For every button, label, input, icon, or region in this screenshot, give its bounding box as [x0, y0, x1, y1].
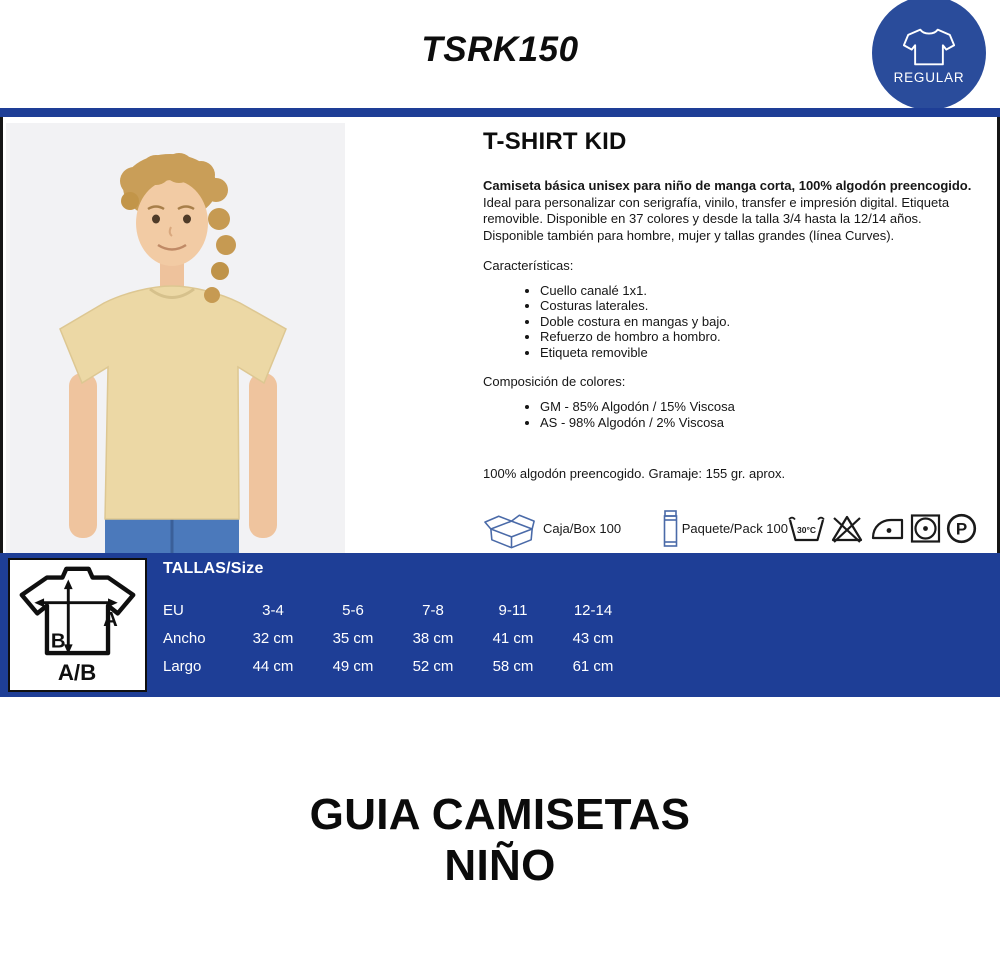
size-cell: 9-11: [498, 602, 528, 619]
size-cell: 58 cm: [492, 658, 534, 675]
product-code-title: TSRK150: [421, 30, 579, 69]
size-row-label: Largo: [163, 658, 202, 675]
guide-title-line1: GUIA CAMISETAS: [309, 790, 691, 839]
iron-one-dot-icon: [869, 513, 905, 544]
size-row-label: EU: [163, 602, 184, 619]
size-cell: 5-6: [342, 602, 364, 619]
size-grid: [163, 602, 633, 675]
size-table: [163, 560, 633, 675]
size-cell: 44 cm: [252, 658, 294, 675]
size-cell: 7-8: [422, 602, 444, 619]
product-description: [483, 178, 977, 244]
size-cell: 12-14: [573, 602, 613, 619]
width-label: A: [103, 608, 118, 631]
description-rest: Ideal para personalizar con serigrafía, vinilo, transfer e impresión digital. Etiqueta removible. Disponible en 37 colores y desde la talla 3/4 hasta la 12/14 años. Disponible también para hombre, mujer y tallas grandes (línea Curves).: [483, 194, 950, 243]
size-cell: 35 cm: [332, 630, 374, 647]
pack-label: Paquete/Pack 100: [681, 521, 788, 537]
guide-title-line2: NIÑO: [444, 841, 556, 891]
size-table-title: TALLAS/Size: [163, 560, 264, 577]
feature-item: • Etiqueta removible: [540, 345, 977, 361]
composition-list: [483, 399, 977, 430]
composition-item: • GM - 85% Algodón / 15% Viscosa: [540, 399, 977, 415]
product-spec-column: [483, 128, 977, 549]
features-list: [483, 283, 977, 361]
box-packaging: [483, 509, 621, 549]
length-label: B: [50, 630, 66, 653]
size-cell: 49 cm: [332, 658, 374, 675]
box-label: Caja/Box 100: [543, 521, 622, 537]
guide-title: [0, 789, 1000, 891]
tumble-dry-icon: [910, 513, 941, 544]
header-divider: [0, 108, 1000, 117]
feature-item: • Refuerzo de hombro a hombro.: [540, 329, 977, 345]
dry-clean-letter: P: [955, 519, 968, 539]
ratio-label: A/B: [57, 660, 97, 686]
poly-pack-icon: [662, 510, 679, 548]
size-cell: 3-4: [262, 602, 284, 619]
care-symbols-row: [788, 513, 977, 544]
pack-packaging: [662, 510, 788, 548]
wash-temp-label: 30°C: [797, 525, 816, 536]
description-bold: Camiseta básica unisex para niño de manga corta, 100% algodón preencogido.: [483, 178, 972, 193]
size-cell: 32 cm: [252, 630, 294, 647]
feature-item: • Costuras laterales.: [540, 298, 977, 314]
fabric-note: 100% algodón preencogido. Gramaje: 155 gr. aprox.: [483, 466, 786, 482]
size-cell: 43 cm: [572, 630, 614, 647]
size-cell: 38 cm: [412, 630, 454, 647]
size-cell: 61 cm: [572, 658, 614, 675]
features-label: Características:: [483, 258, 574, 273]
measurement-diagram-box: [8, 558, 147, 692]
product-title: T-SHIRT KID: [483, 128, 627, 155]
composition-label: Composición de colores:: [483, 374, 626, 390]
dry-clean-p-icon: [946, 513, 977, 544]
product-photo-child-tshirt: [6, 123, 345, 553]
do-not-bleach-icon: [830, 513, 864, 544]
feature-item: • Cuello canalé 1x1.: [540, 283, 977, 299]
carton-box-icon: [483, 509, 540, 549]
packaging-row: [483, 509, 977, 549]
size-cell: 52 cm: [412, 658, 454, 675]
footer: [0, 697, 1000, 976]
size-cell: 41 cm: [492, 630, 534, 647]
size-band: [0, 553, 1000, 697]
tshirt-measurement-icon: [12, 562, 143, 688]
regular-fit-badge: [872, 0, 986, 110]
feature-item: • Doble costura en mangas y bajo.: [540, 314, 977, 330]
wash-30-icon: [788, 513, 825, 544]
tshirt-outline-icon: [903, 27, 955, 67]
badge-label: REGULAR: [893, 70, 965, 85]
size-row-label: Ancho: [163, 630, 206, 647]
composition-item: • AS - 98% Algodón / 2% Viscosa: [540, 415, 977, 431]
